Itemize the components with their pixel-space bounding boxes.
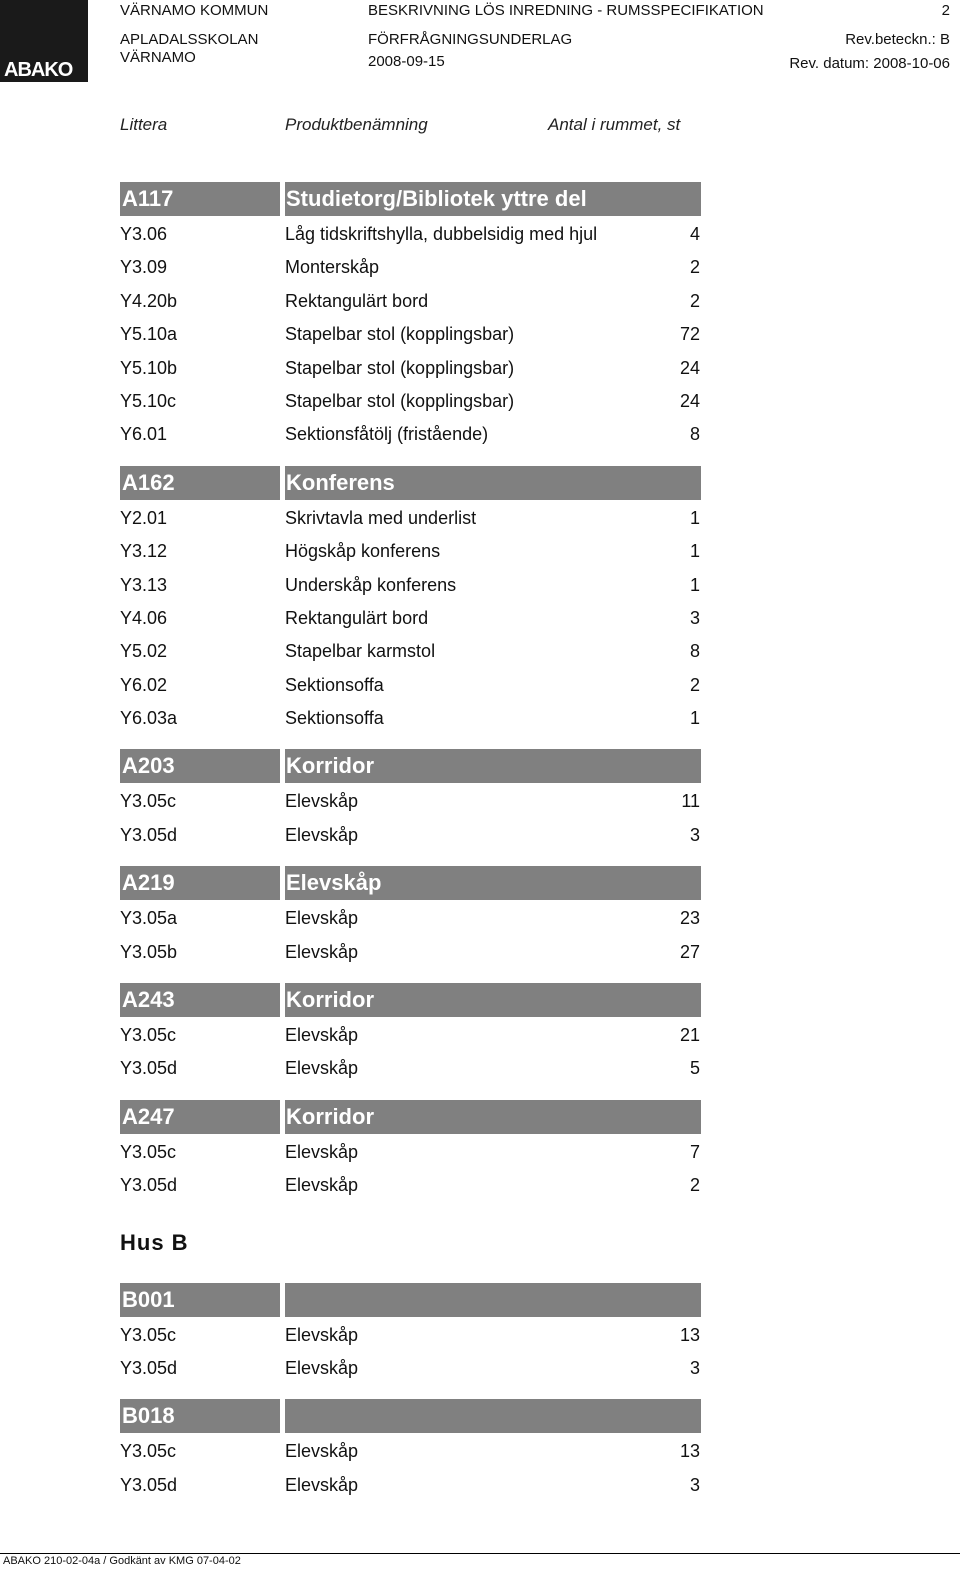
table-row: [120, 569, 704, 602]
room-code: A162: [120, 466, 280, 500]
table-row: [120, 1052, 704, 1085]
room-section: [120, 866, 704, 969]
product-name-cell: Elevskåp: [285, 1141, 359, 1162]
room-code: B001: [120, 1283, 280, 1317]
section-gap: [120, 969, 704, 983]
littera-cell: Y3.12: [120, 541, 168, 562]
littera-cell: Y2.01: [120, 507, 168, 528]
product-name-cell: Elevskåp: [285, 1025, 359, 1046]
product-name-cell: Elevskåp: [285, 791, 359, 812]
product-name-cell: Stapelbar stol (kopplingsbar): [285, 324, 515, 345]
section-gap: [120, 1203, 704, 1217]
table-row: [120, 602, 704, 635]
product-name-cell: Elevskåp: [285, 908, 359, 929]
littera-cell: Y3.05b: [120, 941, 178, 962]
quantity-cell: 11: [681, 791, 700, 812]
page-number: 2: [941, 2, 950, 19]
table-row: [120, 1136, 704, 1169]
room-section: [120, 1399, 704, 1502]
table-row: [120, 1469, 704, 1502]
quantity-cell: 8: [689, 641, 700, 662]
quantity-cell: 24: [679, 357, 700, 378]
quantity-cell: 21: [679, 1025, 700, 1046]
column-header-quantity: Antal i rummet, st: [548, 115, 681, 134]
quantity-cell: 2: [689, 674, 700, 695]
section-gap: [120, 1086, 704, 1100]
town-label: VÄRNAMO: [120, 49, 196, 66]
littera-cell: Y5.10c: [120, 390, 177, 411]
product-name-cell: Elevskåp: [285, 941, 359, 962]
room-title: Studietorg/Bibliotek yttre del: [285, 182, 701, 216]
littera-cell: Y3.13: [120, 574, 168, 595]
municipality-label: VÄRNAMO KOMMUN: [120, 2, 269, 19]
table-row: [120, 502, 704, 535]
table-row: [120, 1352, 704, 1385]
product-name-cell: Stapelbar stol (kopplingsbar): [285, 357, 515, 378]
column-header-product: Produktbenämning: [285, 115, 428, 134]
quantity-cell: 8: [689, 424, 700, 445]
room-title: [285, 1399, 701, 1433]
quantity-cell: 1: [689, 541, 700, 562]
table-row: [120, 251, 704, 284]
room-header: [120, 866, 704, 900]
footer: [0, 1553, 960, 1568]
littera-cell: Y4.06: [120, 607, 168, 628]
room-specification-list: [120, 182, 704, 1516]
quantity-cell: 1: [689, 574, 700, 595]
littera-cell: Y5.10a: [120, 324, 178, 345]
product-name-cell: Stapelbar stol (kopplingsbar): [285, 390, 515, 411]
table-row: [120, 902, 704, 935]
room-code: B018: [120, 1399, 280, 1433]
product-name-cell: Stapelbar karmstol: [285, 641, 436, 662]
product-name-cell: Rektangulärt bord: [285, 290, 429, 311]
product-name-cell: Skrivtavla med underlist: [285, 507, 477, 528]
room-code: A117: [120, 182, 280, 216]
doc-type: FÖRFRÅGNINGSUNDERLAG: [368, 31, 573, 48]
abako-logo: [0, 0, 88, 82]
section-gap: [120, 735, 704, 749]
quantity-cell: 3: [689, 1357, 700, 1378]
quantity-cell: 1: [689, 507, 700, 528]
product-name-cell: Rektangulärt bord: [285, 607, 429, 628]
product-name-cell: Sektionsoffa: [285, 708, 384, 729]
room-header: [120, 983, 704, 1017]
table-row: [120, 218, 704, 251]
room-section: [120, 1283, 704, 1386]
product-name-cell: Elevskåp: [285, 1058, 359, 1079]
littera-cell: Y3.05c: [120, 1324, 177, 1345]
table-row: [120, 352, 704, 385]
room-title: Korridor: [285, 1100, 701, 1134]
section-gap: [120, 1385, 704, 1399]
quantity-cell: 2: [689, 290, 700, 311]
table-row: [120, 702, 704, 735]
room-code: A247: [120, 1100, 280, 1134]
table-row: [120, 318, 704, 351]
quantity-cell: 72: [679, 324, 700, 345]
room-title: Elevskåp: [285, 866, 701, 900]
school-label: APLADALSSKOLAN: [120, 31, 259, 48]
product-name-cell: Låg tidskriftshylla, dubbelsidig med hjul: [285, 224, 598, 244]
quantity-cell: 3: [689, 824, 700, 845]
room-code: A203: [120, 749, 280, 783]
littera-cell: Y3.05d: [120, 1175, 178, 1196]
room-code: A219: [120, 866, 280, 900]
section-gap: [120, 452, 704, 466]
table-row: [120, 385, 704, 418]
room-header: [120, 1399, 704, 1433]
table-row: [120, 1169, 704, 1202]
doc-date: 2008-09-15: [368, 53, 445, 70]
quantity-cell: 13: [679, 1441, 700, 1462]
littera-cell: Y3.05d: [120, 1357, 178, 1378]
table-row: [120, 819, 704, 852]
product-name-cell: Elevskåp: [285, 1441, 359, 1462]
product-name-cell: Sektionsfåtölj (fristående): [285, 424, 489, 445]
room-section: [120, 182, 704, 452]
product-name-cell: Underskåp konferens: [285, 574, 457, 595]
product-name-cell: Sektionsoffa: [285, 674, 384, 695]
table-row: [120, 1019, 704, 1052]
littera-cell: Y3.05d: [120, 824, 178, 845]
footer-text: ABAKO 210-02-04a / Godkänt av KMG 07-04-02: [3, 1555, 241, 1567]
quantity-cell: 5: [689, 1058, 700, 1079]
product-name-cell: Elevskåp: [285, 1357, 359, 1378]
room-section: [120, 983, 704, 1086]
room-title: Korridor: [285, 983, 701, 1017]
doc-title: BESKRIVNING LÖS INREDNING - RUMSSPECIFIKATION: [368, 2, 764, 19]
section-gap: [120, 852, 704, 866]
product-name-cell: Högskåp konferens: [285, 541, 441, 562]
table-row: [120, 936, 704, 969]
product-name-cell: Elevskåp: [285, 1324, 359, 1345]
quantity-cell: 7: [689, 1141, 700, 1162]
littera-cell: Y6.02: [120, 674, 168, 695]
littera-cell: Y6.01: [120, 424, 168, 445]
room-header: [120, 749, 704, 783]
room-section: [120, 1100, 704, 1203]
room-header: [120, 466, 704, 500]
room-code: A243: [120, 983, 280, 1017]
littera-cell: Y3.06: [120, 224, 168, 244]
product-name-cell: Elevskåp: [285, 1474, 359, 1495]
column-header-littera: Littera: [120, 115, 168, 134]
product-name-cell: Elevskåp: [285, 1175, 359, 1196]
room-section: [120, 466, 704, 736]
quantity-cell: 3: [689, 607, 700, 628]
littera-cell: Y5.02: [120, 641, 168, 662]
littera-cell: Y3.05d: [120, 1474, 178, 1495]
quantity-cell: 1: [689, 708, 700, 729]
littera-cell: Y3.05c: [120, 791, 177, 812]
table-row: [120, 669, 704, 702]
room-title: Konferens: [285, 466, 701, 500]
littera-cell: Y5.10b: [120, 357, 178, 378]
littera-cell: Y3.05c: [120, 1441, 177, 1462]
logo-text: ABAKO: [4, 59, 73, 81]
room-header: [120, 182, 704, 216]
quantity-cell: 4: [689, 224, 700, 244]
table-row: [120, 285, 704, 318]
littera-cell: Y3.05a: [120, 908, 178, 929]
table-row: [120, 1435, 704, 1468]
table-row: [120, 535, 704, 568]
quantity-cell: 23: [679, 908, 700, 929]
littera-cell: Y3.05c: [120, 1141, 177, 1162]
revision-label: Rev.beteckn.: B: [845, 31, 950, 48]
section-gap: [120, 1502, 704, 1516]
littera-cell: Y4.20b: [120, 290, 178, 311]
table-row: [120, 785, 704, 818]
room-header: [120, 1100, 704, 1134]
quantity-cell: 24: [679, 390, 700, 411]
littera-cell: Y3.05c: [120, 1025, 177, 1046]
littera-cell: Y3.05d: [120, 1058, 178, 1079]
table-row: [120, 635, 704, 668]
revision-date: Rev. datum: 2008-10-06: [789, 55, 950, 72]
littera-cell: Y6.03a: [120, 708, 178, 729]
quantity-cell: 3: [689, 1474, 700, 1495]
house-b-heading: Hus B: [120, 1229, 189, 1255]
quantity-cell: 2: [689, 257, 700, 278]
room-header: [120, 1283, 704, 1317]
quantity-cell: 13: [679, 1324, 700, 1345]
product-name-cell: Monterskåp: [285, 257, 380, 278]
littera-cell: Y3.09: [120, 257, 168, 278]
quantity-cell: 2: [689, 1175, 700, 1196]
product-name-cell: Elevskåp: [285, 824, 359, 845]
room-title: Korridor: [285, 749, 701, 783]
quantity-cell: 27: [679, 941, 700, 962]
table-row: [120, 1319, 704, 1352]
room-title: [285, 1283, 701, 1317]
room-section: [120, 749, 704, 852]
table-row: [120, 418, 704, 451]
